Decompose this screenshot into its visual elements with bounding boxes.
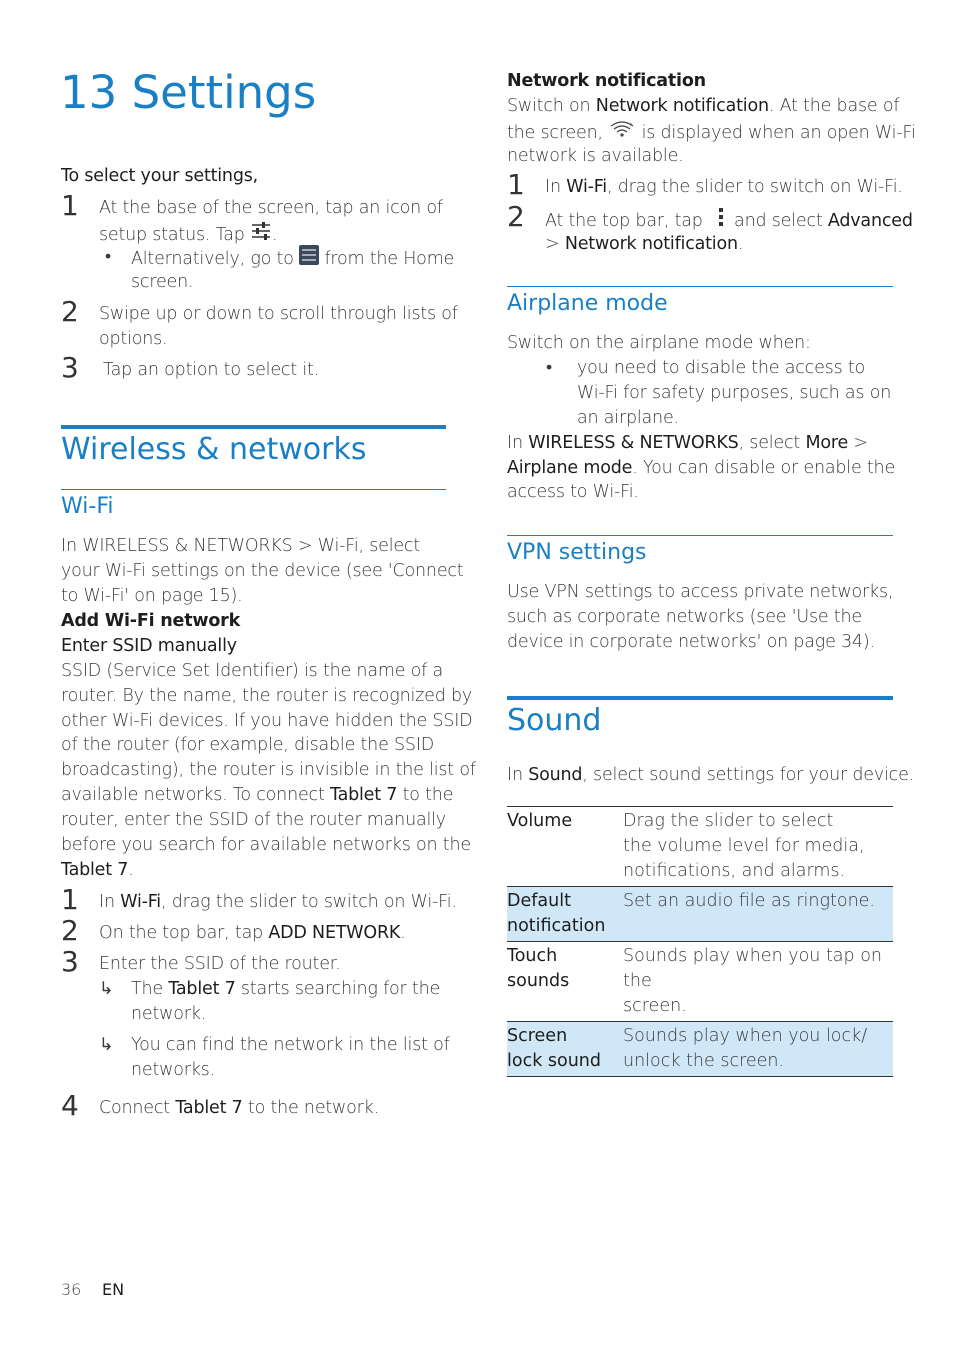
value-line: screen. bbox=[623, 996, 687, 1016]
text-part: Network notification bbox=[595, 96, 769, 116]
key-line: sounds bbox=[507, 971, 570, 991]
airplane-text: Switch on the airplane mode when: bbox=[507, 333, 811, 353]
intro-text: To select your settings, bbox=[61, 166, 259, 186]
bullet-dot: • bbox=[546, 358, 552, 378]
ssid-text: of the router (for example, disable the SSID bbox=[61, 735, 435, 755]
subsection-rule bbox=[507, 286, 893, 287]
key-line: Touch bbox=[507, 946, 558, 966]
language-code: EN bbox=[102, 1280, 125, 1299]
ssid-text: router, enter the SSID of the router manually bbox=[61, 810, 446, 830]
result-arrow-icon: ↳ bbox=[99, 1035, 114, 1055]
ssid-text: router. By the name, the router is recognized by bbox=[61, 686, 473, 706]
network-notification-heading: Network notification bbox=[507, 71, 706, 91]
ssid-text: SSID (Service Set Identifier) is the name of a bbox=[61, 661, 443, 681]
text-part: to the network. bbox=[242, 1098, 379, 1118]
step-text-part: . bbox=[272, 225, 278, 245]
text-part: available networks. To connect bbox=[61, 785, 330, 805]
step-text: At the base of the screen, tap an icon of bbox=[99, 198, 443, 218]
value-line: unlock the screen. bbox=[623, 1051, 785, 1071]
step-text: Enter the SSID of the router. bbox=[99, 954, 341, 974]
settings-app-icon bbox=[299, 245, 319, 273]
step-text bbox=[99, 890, 457, 915]
ssid-text: other Wi-Fi devices. If you have hidden the SSID bbox=[61, 711, 473, 731]
text-part: In bbox=[507, 765, 529, 785]
step-number: 3 bbox=[61, 945, 79, 978]
bullet-text: you need to disable the access to bbox=[577, 358, 866, 378]
step-number: 1 bbox=[507, 168, 525, 201]
table-row bbox=[507, 887, 893, 942]
text-part: . bbox=[128, 860, 134, 880]
text-part: Airplane mode bbox=[507, 458, 633, 478]
step-text: Swipe up or down to scroll through lists of bbox=[99, 304, 458, 324]
netnotif-text bbox=[507, 119, 916, 147]
text-part: ADD NETWORK bbox=[268, 923, 401, 943]
text-part: , select sound settings for your device. bbox=[582, 765, 915, 785]
section-rule bbox=[61, 425, 446, 429]
text-part: Switch on bbox=[507, 96, 596, 116]
vpn-text: such as corporate networks (see 'Use the bbox=[507, 607, 862, 627]
add-wifi-heading: Add Wi-Fi network bbox=[61, 611, 241, 631]
ssid-text bbox=[61, 783, 453, 808]
step-number: 3 bbox=[61, 351, 79, 384]
text-part: , select bbox=[738, 433, 806, 453]
text-part: . At the base of bbox=[768, 96, 900, 116]
text-part: Tablet 7 bbox=[168, 979, 236, 999]
ssid-text: broadcasting), the router is invisible in the list of bbox=[61, 760, 476, 780]
key-line: Default bbox=[507, 891, 571, 911]
step-text bbox=[99, 921, 406, 946]
text-part: the screen, bbox=[507, 123, 603, 143]
table-key bbox=[507, 1022, 623, 1077]
wifi-notification-icon bbox=[608, 119, 636, 147]
table-row bbox=[507, 807, 893, 887]
result-text-line2: networks. bbox=[131, 1060, 215, 1080]
result-arrow-icon: ↳ bbox=[99, 979, 114, 999]
text-part: is displayed when an open Wi-Fi bbox=[641, 123, 916, 143]
subsection-title-airplane: Airplane mode bbox=[507, 291, 668, 316]
text-part: , drag the slider to switch on Wi-Fi. bbox=[160, 892, 457, 912]
text-part: Network notification bbox=[564, 234, 738, 254]
section-title-wireless: Wireless & networks bbox=[61, 432, 367, 467]
text-part: starts searching for the bbox=[235, 979, 441, 999]
wifi-text: to Wi-Fi' on page 15). bbox=[61, 586, 243, 606]
text-part: More bbox=[805, 433, 849, 453]
value-line: Set an audio file as ringtone. bbox=[623, 891, 875, 911]
subsection-title-wifi: Wi-Fi bbox=[61, 494, 114, 519]
text-part: . bbox=[400, 923, 406, 943]
step-number: 2 bbox=[507, 200, 525, 233]
ssid-heading: Enter SSID manually bbox=[61, 636, 237, 656]
step-text: Tap an option to select it. bbox=[103, 360, 320, 380]
airplane-text bbox=[507, 431, 868, 456]
bullet-text bbox=[131, 245, 454, 273]
subsection-rule bbox=[507, 535, 893, 536]
text-part: > bbox=[848, 433, 868, 453]
text-part: In bbox=[99, 892, 121, 912]
table-value bbox=[623, 1022, 893, 1077]
text-part: Tablet 7 bbox=[175, 1098, 243, 1118]
netnotif-text: network is available. bbox=[507, 146, 684, 166]
step-number: 2 bbox=[61, 914, 79, 947]
text-part: > bbox=[545, 234, 565, 254]
text-part: Tablet 7 bbox=[329, 785, 398, 805]
step-number: 1 bbox=[61, 883, 79, 916]
airplane-text: access to Wi-Fi. bbox=[507, 482, 639, 502]
text-part: . You can disable or enable the bbox=[632, 458, 896, 478]
section-title-sound: Sound bbox=[507, 703, 602, 738]
result-text: You can find the network in the list of bbox=[131, 1035, 450, 1055]
table-row bbox=[507, 942, 893, 1022]
text-part: At the top bar, tap bbox=[545, 211, 703, 231]
text-part: Tablet 7 bbox=[61, 860, 129, 880]
value-line: Drag the slider to select bbox=[623, 811, 834, 831]
wifi-text: your Wi-Fi settings on the device (see 'Connect bbox=[61, 561, 464, 581]
text-part: , drag the slider to switch on Wi-Fi. bbox=[606, 177, 903, 197]
text-part: Wi-Fi bbox=[120, 892, 161, 912]
subsection-rule bbox=[61, 489, 446, 490]
key-line: notification bbox=[507, 916, 606, 936]
table-value bbox=[623, 942, 893, 1022]
text-part: In bbox=[545, 177, 567, 197]
bullet-part: Alternatively, go to bbox=[131, 249, 294, 269]
step-text-line2: options. bbox=[99, 329, 168, 349]
table-key: Volume bbox=[507, 811, 573, 831]
text-part: Connect bbox=[99, 1098, 176, 1118]
section-rule bbox=[507, 696, 893, 700]
text-part: and select bbox=[734, 211, 828, 231]
key-line: Screen bbox=[507, 1026, 568, 1046]
svg-text:?: ? bbox=[629, 122, 633, 130]
step-text bbox=[99, 1096, 379, 1121]
ssid-text bbox=[61, 858, 134, 883]
value-line: Sounds play when you tap on the bbox=[623, 946, 882, 991]
vpn-text: device in corporate networks' on page 34). bbox=[507, 632, 875, 652]
vpn-text: Use VPN settings to access private networks, bbox=[507, 582, 894, 602]
page-number: 36 bbox=[61, 1280, 82, 1299]
text-part: Wi-Fi bbox=[566, 177, 607, 197]
bullet-text-line2: screen. bbox=[131, 272, 194, 292]
value-line: Sounds play when you lock/ bbox=[623, 1026, 868, 1046]
airplane-text bbox=[507, 456, 895, 481]
table-value bbox=[623, 887, 893, 942]
text-part: In bbox=[507, 433, 529, 453]
page-title: 13 Settings bbox=[60, 66, 317, 119]
step-number: 2 bbox=[61, 295, 79, 328]
step-number: 1 bbox=[61, 189, 79, 222]
bullet-part: from the Home bbox=[324, 249, 455, 269]
result-text bbox=[131, 977, 440, 1002]
key-line: lock sound bbox=[507, 1051, 602, 1071]
text-part: Sound bbox=[528, 765, 583, 785]
table-key bbox=[507, 887, 623, 942]
step-text-part: setup status. Tap bbox=[99, 225, 245, 245]
sound-settings-table bbox=[507, 806, 893, 1077]
bullet-text: Wi-Fi for safety purposes, such as on bbox=[577, 383, 892, 403]
value-line: notifications, and alarms. bbox=[623, 861, 846, 881]
text-part: to the bbox=[397, 785, 454, 805]
step-text bbox=[545, 207, 913, 235]
step-text-line2 bbox=[545, 232, 743, 257]
text-part: On the top bar, tap bbox=[99, 923, 269, 943]
step-number: 4 bbox=[61, 1089, 79, 1122]
text-part: . bbox=[737, 234, 744, 254]
text-part: WIRELESS & NETWORKS bbox=[528, 433, 739, 453]
overflow-menu-icon bbox=[718, 207, 724, 235]
ssid-text: before you search for available networks on the bbox=[61, 835, 471, 855]
bullet-text: an airplane. bbox=[577, 408, 679, 428]
table-key bbox=[507, 942, 623, 1022]
sound-text bbox=[507, 763, 914, 788]
text-part: Advanced bbox=[827, 211, 913, 231]
netnotif-text bbox=[507, 94, 899, 119]
text-part: The bbox=[131, 979, 169, 999]
result-text-line2: network. bbox=[131, 1004, 207, 1024]
subsection-title-vpn: VPN settings bbox=[507, 540, 647, 565]
value-line: the volume level for media, bbox=[623, 836, 865, 856]
table-value bbox=[623, 807, 893, 887]
wifi-text: In WIRELESS & NETWORKS > Wi-Fi, select bbox=[61, 536, 421, 556]
bullet-dot: • bbox=[105, 247, 111, 267]
table-row bbox=[507, 1022, 893, 1077]
step-text bbox=[545, 175, 903, 200]
